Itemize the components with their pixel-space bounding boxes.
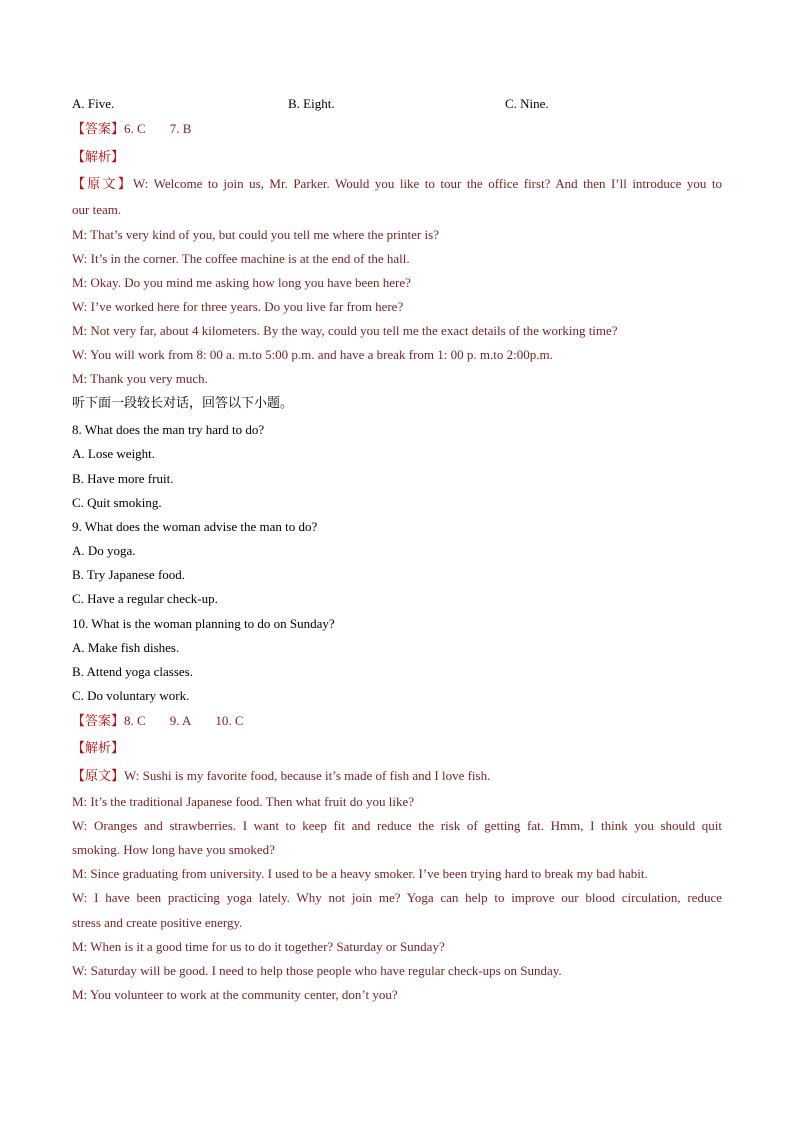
answer-6: 6. C — [124, 121, 146, 136]
question-9-option-b: B. Try Japanese food. — [72, 567, 186, 582]
answer-10: 10. C — [215, 713, 244, 728]
analysis-line-2 — [72, 740, 124, 757]
transcript-1-line-1: 【原文】W: Welcome to join us, Mr. Parker. Would you like to tour the office first? And then I’ll introduce you to — [72, 176, 722, 192]
section-instruction: 听下面一段较长对话，回答以下小题。 — [72, 396, 294, 411]
answer-7: 7. B — [169, 121, 192, 136]
answer-line-2 — [72, 713, 244, 730]
transcript-1-line-8: W: You will work from 8: 00 a. m.to 5:00 p.m. and have a break from 1: 00 p. m.to 2:00p.m. — [72, 347, 553, 362]
transcript-2-line-3: W: Oranges and strawberries. I want to keep fit and reduce the risk of getting fat. Hmm, I think you should quit — [72, 818, 722, 833]
question-9: 9. What does the woman advise the man to do? — [72, 519, 318, 534]
transcript-2-line-7: stress and create positive energy. — [72, 915, 243, 930]
transcript-2-line-6: W: I have been practicing yoga lately. Why not join me? Yoga can help to improve our blood circulation, reduce — [72, 890, 722, 905]
question-9-option-a: A. Do yoga. — [72, 543, 136, 558]
transcript-2-line-8: M: When is it a good time for us to do it together? Saturday or Sunday? — [72, 939, 445, 954]
answer-8: 8. C — [124, 713, 146, 728]
transcript-2-line-9: W: Saturday will be good. I need to help those people who have regular check-ups on Sunday. — [72, 963, 562, 978]
answer-tag: 【答案】 — [72, 714, 125, 729]
answer-9: 9. A — [169, 713, 192, 728]
question-9-option-c: C. Have a regular check-up. — [72, 591, 218, 606]
question-10: 10. What is the woman planning to do on Sunday? — [72, 616, 335, 631]
transcript-2-line-1: 【原文】W: Sushi is my favorite food, because it’s made of fish and I love fish. — [72, 768, 491, 784]
original-tag: 【原文】 — [72, 177, 133, 192]
transcript-1-line-3: M: That’s very kind of you, but could you tell me where the printer is? — [72, 227, 439, 242]
analysis-line-1 — [72, 149, 124, 166]
question-10-option-a: A. Make fish dishes. — [72, 640, 180, 655]
analysis-tag: 【解析】 — [72, 150, 125, 165]
question-8: 8. What does the man try hard to do? — [72, 422, 265, 437]
original-tag: 【原文】 — [72, 769, 125, 784]
transcript-2-line-4: smoking. How long have you smoked? — [72, 842, 275, 857]
analysis-tag: 【解析】 — [72, 741, 125, 756]
question-8-option-c: C. Quit smoking. — [72, 495, 162, 510]
transcript-1-line-4: W: It’s in the corner. The coffee machine is at the end of the hall. — [72, 251, 410, 266]
transcript-2-line-5: M: Since graduating from university. I used to be a heavy smoker. I’ve been trying hard to break my bad habit. — [72, 866, 648, 881]
transcript-1-line-5: M: Okay. Do you mind me asking how long you have been here? — [72, 275, 411, 290]
question-8-option-b: B. Have more fruit. — [72, 471, 174, 486]
answer-line-1 — [72, 121, 191, 138]
transcript-1-line-9: M: Thank you very much. — [72, 371, 208, 386]
option-c-nine: C. Nine. — [505, 96, 549, 111]
question-10-option-b: B. Attend yoga classes. — [72, 664, 193, 679]
transcript-1-line-7: M: Not very far, about 4 kilometers. By the way, could you tell me the exact details of the working time? — [72, 323, 618, 338]
option-b-eight: B. Eight. — [288, 96, 335, 111]
transcript-1-line-2: our team. — [72, 202, 122, 217]
transcript-1-line-6: W: I’ve worked here for three years. Do you live far from here? — [72, 299, 404, 314]
option-a-five: A. Five. — [72, 96, 115, 111]
answer-tag: 【答案】 — [72, 122, 125, 137]
transcript-2-line-10: M: You volunteer to work at the community center, don’t you? — [72, 987, 398, 1002]
question-8-option-a: A. Lose weight. — [72, 446, 156, 461]
transcript-2-line-2: M: It’s the traditional Japanese food. Then what fruit do you like? — [72, 794, 415, 809]
question-10-option-c: C. Do voluntary work. — [72, 688, 190, 703]
